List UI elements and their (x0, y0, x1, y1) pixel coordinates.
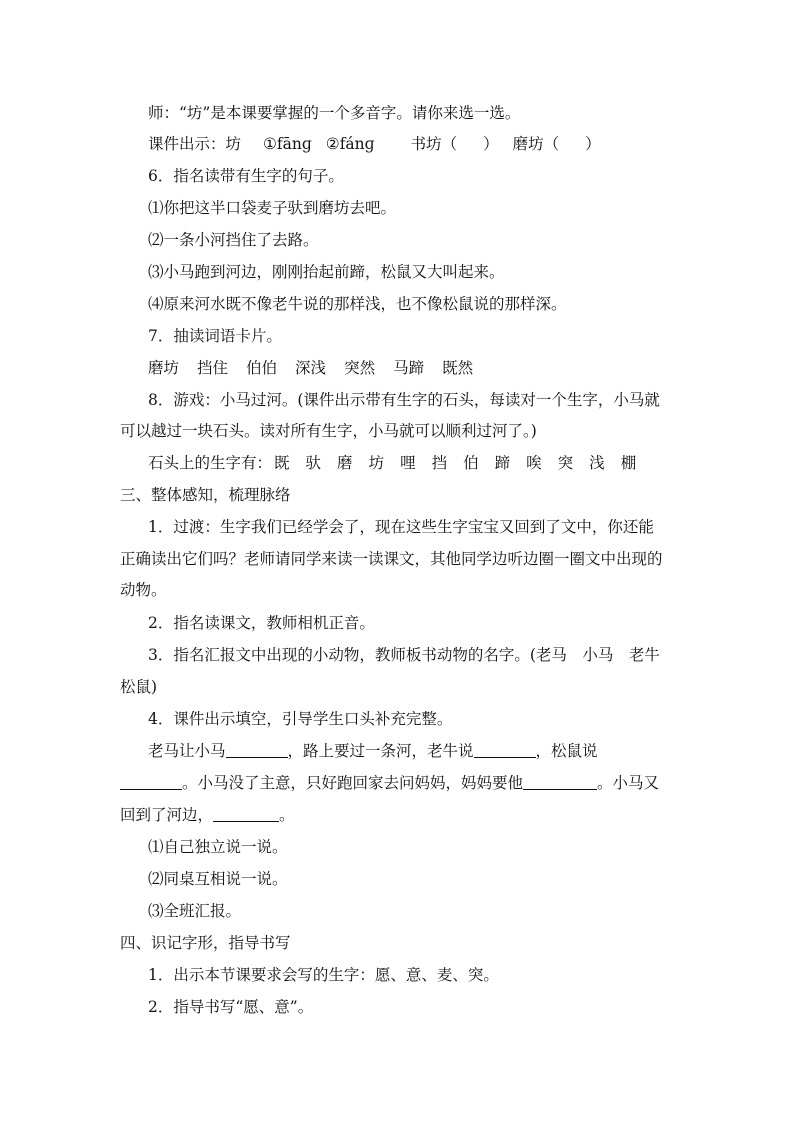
fill-blank (523, 775, 597, 790)
word-card: 突然 (344, 359, 376, 377)
section-4-step-2: 2．指导书写“愿、意”。 (148, 998, 314, 1016)
stone-char: 突 (557, 454, 574, 472)
activity-3: ⑶全班汇报。 (148, 902, 242, 920)
step-7-heading: 7．抽读词语卡片。 (148, 327, 282, 345)
fill-blank (120, 775, 182, 790)
section-4-step-1: 1．出示本节课要求会写的生字：愿、意、麦、突。 (148, 966, 499, 984)
section-3-step-3: 3．指名汇报文中出现的小动物，教师板书动物的名字。(老马 小马 老牛 (148, 646, 660, 664)
word-card: 深浅 (295, 359, 327, 377)
sentence-1: ⑴你把这半口袋麦子驮到磨坊去吧。 (148, 199, 397, 217)
stone-char: 坊 (368, 454, 385, 472)
sentence-3: ⑶小马跑到河边，刚刚抬起前蹄，松鼠又大叫起来。 (148, 263, 505, 281)
word-card: 磨坊 (148, 359, 180, 377)
stone-char: 哩 (400, 454, 416, 472)
section-3-step-1: 1．过渡：生字我们已经学会了，现在这些生字宝宝又回到了文中，你还能 (148, 518, 654, 536)
paragraph-courseware-options (148, 134, 708, 154)
word-card: 马蹄 (393, 359, 425, 377)
activity-1: ⑴自己独立说一说。 (148, 838, 288, 856)
stone-char: 驮 (305, 454, 322, 472)
sentence-2: ⑵一条小河挡住了去路。 (148, 231, 319, 249)
pinyin-option-1: ①fānɡ (263, 135, 312, 153)
blank-shufang: 书坊（ ） (410, 135, 499, 153)
stone-characters-prefix: 石头上的生字有： (148, 454, 273, 472)
section-3-heading: 三、整体感知，梳理脉络 (120, 486, 291, 504)
section-3-step-4: 4．课件出示填空，引导学生口头补充完整。 (148, 710, 453, 728)
fill-blank-line-1: 老马让小马 ，路上要过一条河，老牛说 ，松鼠说 (148, 742, 598, 760)
section-3-step-3-cont: 松鼠) (120, 678, 158, 696)
section-3-step-1-cont: 正确读出它们吗？老师请同学来读一读课文，其他同学边听边圈一圈文中出现的 (120, 550, 663, 568)
courseware-prefix: 课件出示：坊 (148, 135, 242, 153)
section-3-step-1-end: 动物。 (120, 581, 167, 599)
stone-char: 磨 (337, 454, 353, 472)
stone-char: 棚 (620, 454, 637, 472)
stone-characters (148, 453, 708, 473)
step-8-game: 8．游戏：小马过河。(课件出示带有生字的石头，每读对一个生字，小马就 (148, 391, 660, 409)
pinyin-option-2: ②fánɡ (325, 135, 375, 153)
stone-char: 蹄 (494, 454, 511, 472)
fill-blank (474, 743, 536, 758)
step-8-game-cont: 可以越过一块石头。读对所有生字，小马就可以顺利过河了。) (120, 422, 537, 440)
stone-char: 唉 (526, 454, 542, 472)
word-card-list (148, 358, 708, 378)
stone-char: 既 (274, 454, 290, 472)
stone-char: 浅 (589, 454, 605, 472)
activity-2: ⑵同桌互相说一说。 (148, 870, 288, 888)
section-4-heading: 四、识记字形，指导书写 (120, 934, 291, 952)
stone-char: 挡 (431, 454, 448, 472)
sentence-4: ⑷原来河水既不像老牛说的那样浅，也不像松鼠说的那样深。 (148, 295, 567, 313)
step-6-heading: 6．指名读带有生字的句子。 (148, 167, 344, 185)
stone-char: 伯 (463, 454, 479, 472)
paragraph-teacher-line: 师：“坊”是本课要掌握的一个多音字。请你来选一选。 (148, 104, 521, 122)
blank-mofang: 磨坊（ ） (512, 135, 601, 153)
word-card: 伯伯 (246, 359, 278, 377)
word-card: 挡住 (197, 359, 229, 377)
fill-blank-line-2: 。小马没了主意，只好跑回家去问妈妈，妈妈要他 。小马又 (120, 773, 680, 793)
word-card: 既然 (442, 359, 474, 377)
fill-blank (213, 807, 279, 822)
section-3-step-2: 2．指名读课文，教师相机正音。 (148, 614, 375, 632)
fill-blank (226, 743, 288, 758)
fill-blank-line-3: 回到了河边， 。 (120, 806, 295, 824)
